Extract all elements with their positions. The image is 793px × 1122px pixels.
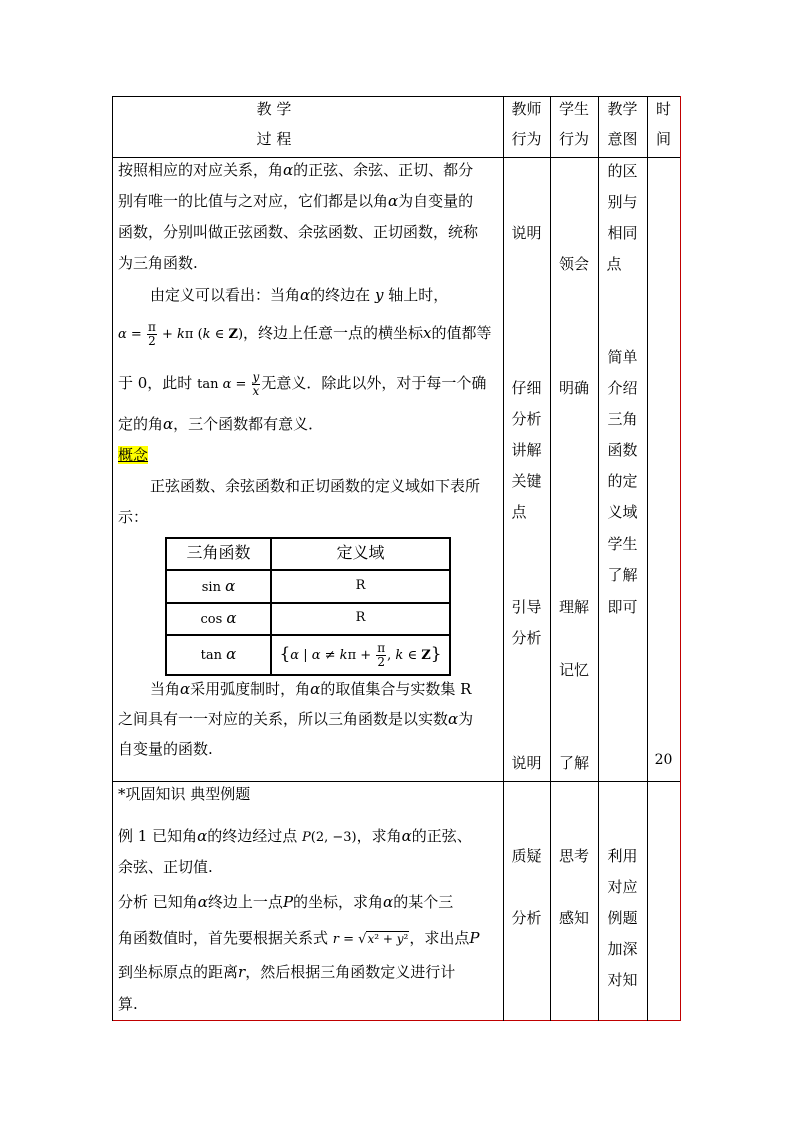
intent-note-10: 义域 [607, 503, 638, 521]
para2-line1: 由定义可以看出：当角α的终边在 y 轴上时， [150, 286, 449, 304]
intent-note-12: 了解 [607, 566, 638, 584]
para4-line1: 当角α采用弧度制时，角α的取值集合与实数集 R [150, 680, 472, 698]
header-student-line2: 行为 [558, 130, 589, 148]
table-border-bottom [112, 1020, 681, 1021]
para1-line4: 为三角函数. [118, 254, 198, 272]
domain-table-sin-fn: sin α [201, 577, 236, 595]
teacher-note-8: 分析 [511, 629, 542, 647]
header-teacher-line2: 行为 [511, 130, 542, 148]
row2-teacher-note-2: 分析 [511, 909, 542, 927]
domain-table-tan-domain: {α | α ≠ kπ + $\frac{\pi}{2}$ , k ∈ Z} [279, 641, 442, 669]
teacher-note-6: 点 [511, 503, 527, 521]
row2-teacher-note-1: 质疑 [511, 847, 542, 865]
teacher-note-1: 说明 [511, 224, 542, 242]
row2-intent-note-4: 加深 [607, 940, 638, 958]
table-col-divider-2 [550, 96, 551, 1021]
header-time-line1: 时 [655, 100, 671, 118]
domain-table-cos-fn: cos α [200, 609, 237, 627]
para2-line2: α = $\frac{\pi}{2}$ + kπ (k ∈ Z)，终边上任意一点的横坐标x的值都等 [118, 320, 492, 348]
para1-line3: 函数，分别叫做正弦函数、余弦函数、正切函数，统称 [118, 223, 479, 241]
formula-tan-y-over-x: tan α = $\frac{y}{x}$ [197, 370, 260, 398]
student-note-1: 领会 [558, 255, 589, 273]
domain-table-tan-fn: tan α [200, 645, 237, 663]
para3-line1: 正弦函数、余弦函数和正切函数的定义域如下表所 [150, 477, 481, 495]
intent-note-5: 简单 [607, 348, 638, 366]
intent-note-13: 即可 [607, 598, 638, 616]
intent-note-11: 学生 [607, 535, 638, 553]
example1-line1: 例 1 已知角α的终边经过点 P(2, −3)，求角α的正弦、 [118, 827, 472, 845]
header-process-line2: 过 程 [256, 130, 292, 148]
analysis-line2: 角函数值时，首先要根据关系式 r = √x² + y²，求出点P [118, 929, 480, 947]
intent-note-9: 的定 [607, 472, 638, 490]
para2-line4: 定的角α，三个函数都有意义． [118, 415, 324, 433]
row2-student-note-1: 思考 [558, 847, 589, 865]
domain-table-sin-domain: R [355, 578, 366, 593]
intent-note-8: 函数 [607, 441, 638, 459]
table-col-divider-4 [647, 96, 648, 1021]
row2-intent-note-3: 例题 [607, 909, 638, 927]
formula-r-sqrt: r = √x² + y² [332, 932, 409, 947]
para1-line2: 别有唯一的比值与之对应，它们都是以角α为自变量的 [118, 192, 474, 210]
table-border-right [680, 96, 681, 1021]
concept-label: 概念 [118, 446, 149, 464]
section-title: *巩固知识 典型例题 [118, 785, 251, 803]
row2-intent-note-2: 对应 [607, 878, 638, 896]
analysis-line1: 分析 已知角α终边上一点P的坐标，求角α的某个三 [118, 893, 454, 911]
para4-line2: 之间具有一一对应的关系，所以三角函数是以实数α为 [118, 710, 474, 728]
intent-note-7: 三角 [607, 410, 638, 428]
point-P-coords: P(2, −3) [302, 830, 357, 845]
header-student-line1: 学生 [558, 100, 589, 118]
intent-note-3: 相同 [607, 224, 638, 242]
table-header-divider [112, 157, 681, 158]
teacher-note-2: 仔细 [511, 379, 542, 397]
formula-alpha-pi-over-2: α = $\frac{\pi}{2}$ + kπ (k ∈ Z) [118, 320, 244, 348]
para4-line3: 自变量的函数. [118, 740, 213, 758]
example1-line2: 余弦、正切值. [118, 858, 213, 876]
domain-table-head-domain: 定义域 [336, 543, 385, 562]
row2-intent-note-5: 对知 [607, 971, 638, 989]
student-note-3: 理解 [558, 598, 589, 616]
para1-line1: 按照相应的对应关系，角α的正弦、余弦、正切、都分 [118, 161, 474, 179]
table-row-divider [112, 781, 681, 782]
domain-table-cos-domain: R [355, 610, 366, 625]
header-time-line2: 间 [655, 130, 671, 148]
header-intent-line1: 教学 [607, 100, 638, 118]
analysis-line4: 算. [118, 995, 138, 1013]
student-note-2: 明确 [558, 379, 589, 397]
teacher-note-7: 引导 [511, 598, 542, 616]
row2-student-note-2: 感知 [558, 909, 589, 927]
header-teacher-line1: 教师 [511, 100, 542, 118]
student-note-4: 记忆 [558, 661, 589, 679]
row2-intent-note-1: 利用 [607, 847, 638, 865]
header-intent-line2: 意图 [607, 130, 638, 148]
header-process-line1: 教 学 [256, 100, 292, 118]
para3-line2: 示： [118, 508, 149, 526]
domain-table-head-function: 三角函数 [186, 543, 251, 562]
intent-note-2: 别与 [607, 193, 638, 211]
analysis-line3: 到坐标原点的距离r，然后根据三角函数定义进行计 [118, 963, 456, 981]
domain-table [165, 537, 451, 676]
student-note-5: 了解 [558, 754, 589, 772]
table-border-left [112, 96, 113, 1021]
teacher-note-5: 关键 [511, 472, 542, 490]
intent-note-6: 介绍 [607, 379, 638, 397]
teacher-note-4: 讲解 [511, 441, 542, 459]
intent-note-4: 点 [606, 255, 622, 273]
teacher-note-3: 分析 [511, 410, 542, 428]
time-value: 20 [654, 752, 673, 768]
para2-line3: 于 0，此时 tan α = $\frac{y}{x}$ 无意义．除此以外，对于每一个确 [118, 370, 487, 398]
intent-note-1: 的区 [607, 162, 638, 180]
teacher-note-9: 说明 [511, 754, 542, 772]
